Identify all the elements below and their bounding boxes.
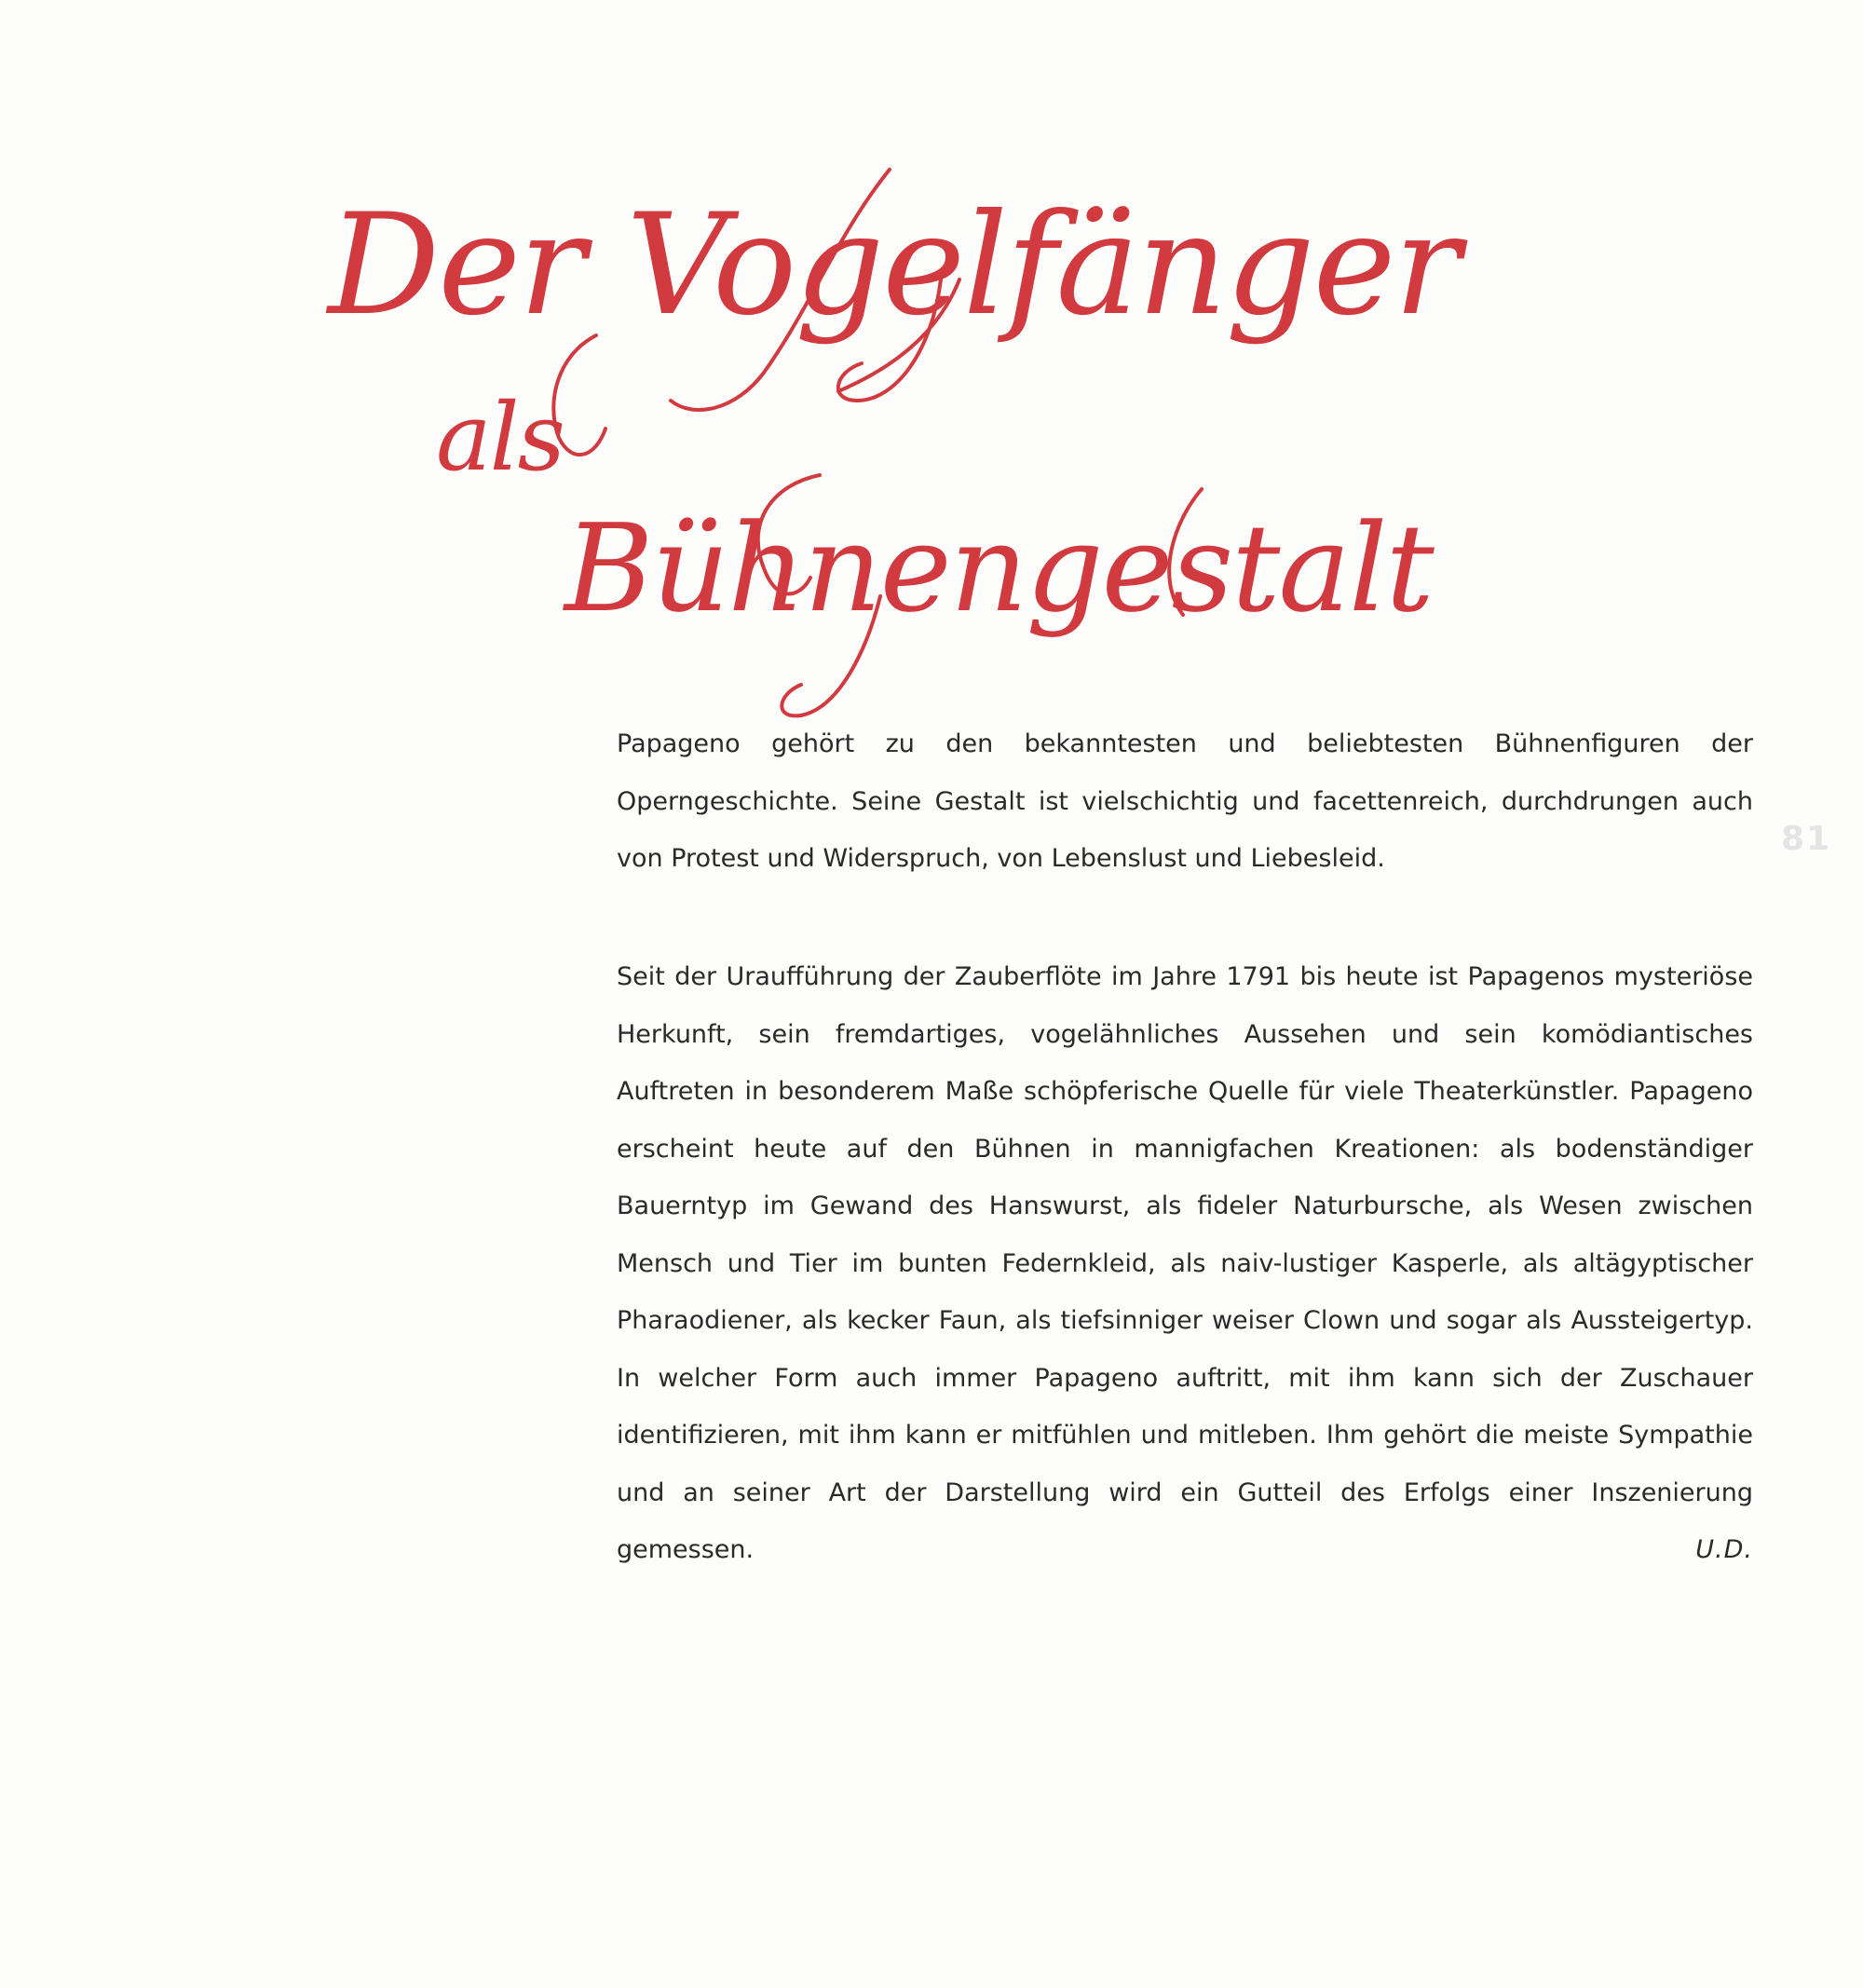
title-line-3: Bühnengestalt: [564, 497, 1433, 639]
page-number: 81: [1781, 820, 1832, 858]
title-line-2: als: [436, 383, 564, 492]
title-line-1: Der Vogelfänger: [328, 184, 1460, 347]
paragraph-intro: Papageno gehört zu den bekanntesten und beliebtesten Bühnenfiguren der Operngeschichte. Seine Gestalt ist vielschichtig und facettenreich, durchdrungen auch von Protest und Widerspruch, von Lebenslust und Liebesleid.: [617, 729, 1753, 873]
author-signature: U.D.: [1695, 1535, 1753, 1564]
paragraph-main: [617, 948, 1753, 1579]
paragraph-main-text: Seit der Uraufführung der Zauberflöte im Jahre 1791 bis heute ist Papagenos mysteriöse Herkunft, sein fremdartiges, vogelähnliches Aussehen und sein komödiantisches Auftreten in besonderem Maße schöpferische Quelle für viele Theaterkünstler. Papageno erscheint heute auf den Bühnen in mannigfachen Kreationen: als bodenständiger Bauerntyp im Gewand des Hanswurst, als fideler Naturbursche, als Wesen zwischen Mensch und Tier im bunten Federnkleid, als naiv-lustiger Kasperle, als altägyptischer Pharaodiener, als kecker Faun, als tiefsinniger weiser Clown und sogar als Aussteigertyp. In welcher Form auch immer Papageno auftritt, mit ihm kann sich der Zuschauer identifizieren, mit ihm kann er mitfühlen und mitleben. Ihm gehört die meiste Sympathie und an seiner Art der Darstellung wird ein Gutteil des Erfolgs einer Inszenierung gemessen.: [617, 962, 1753, 1564]
